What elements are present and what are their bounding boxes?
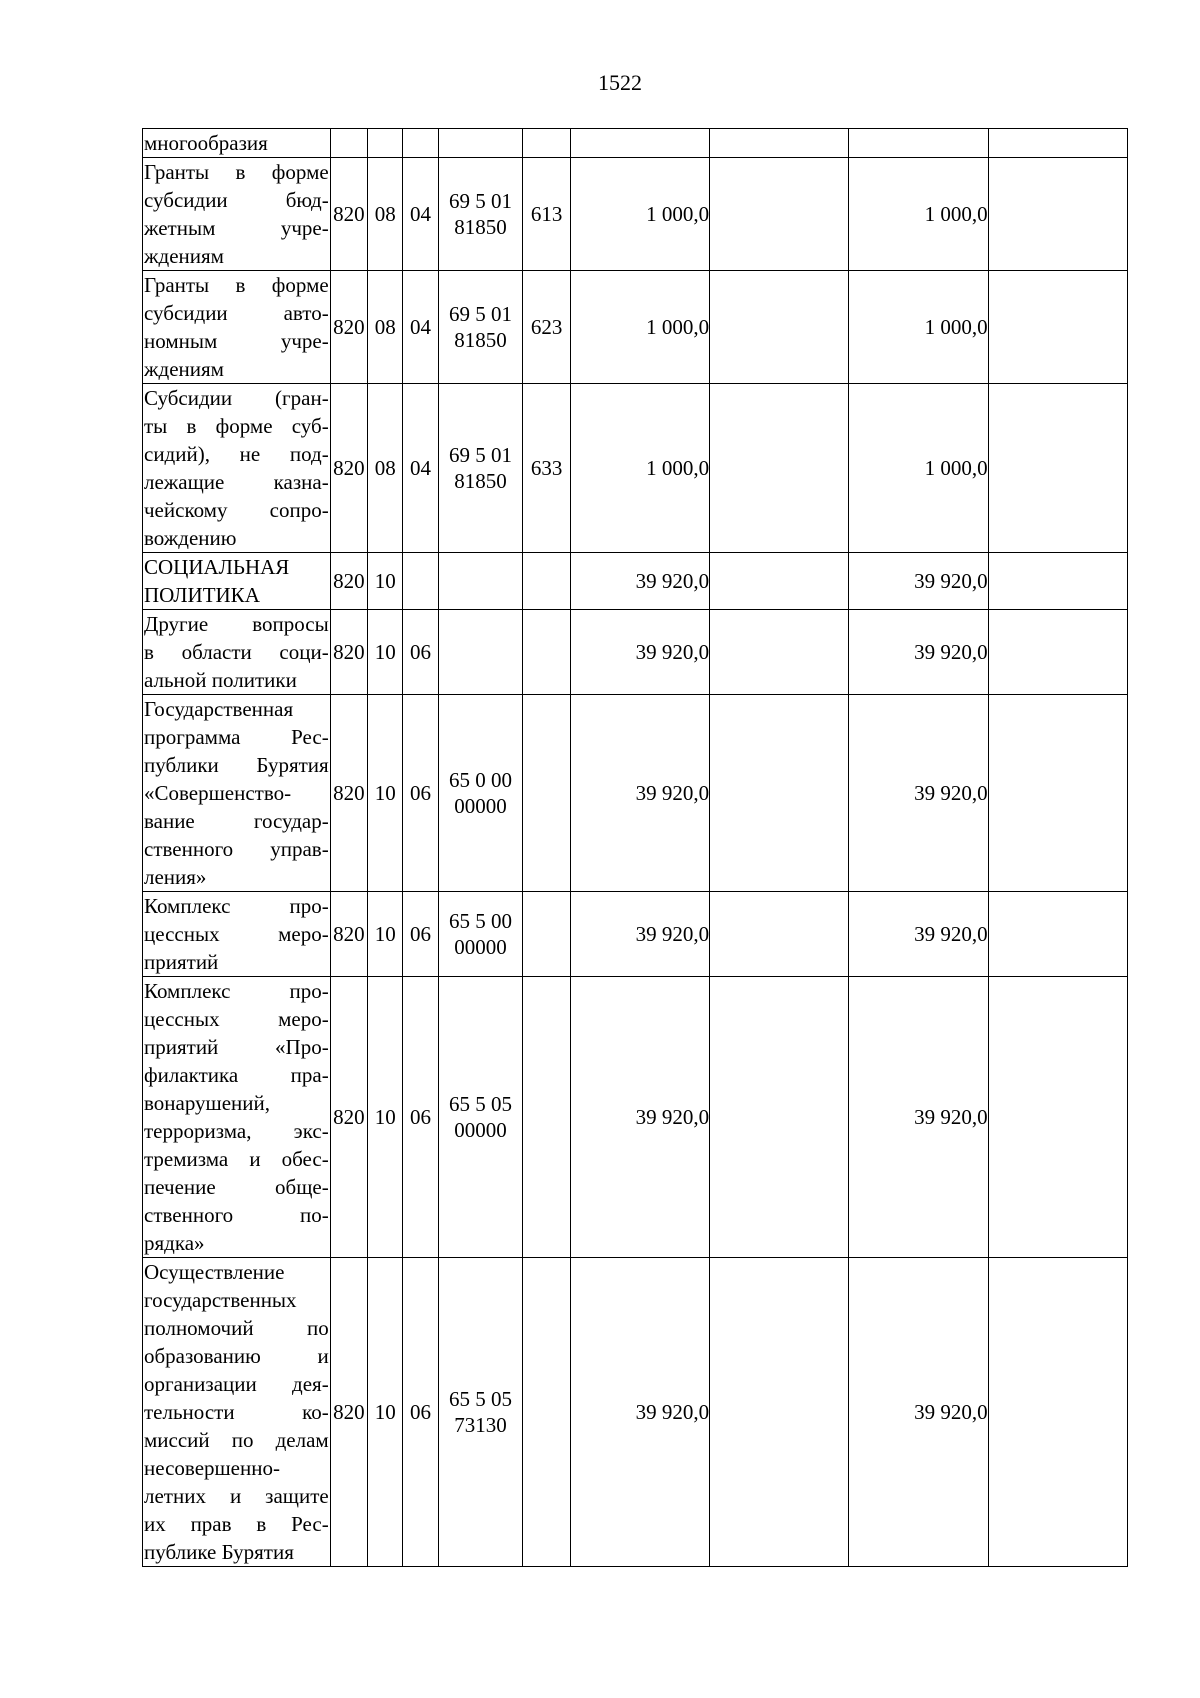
- rz-cell: [368, 129, 403, 158]
- amount-1-cell: 39 920,0: [570, 892, 709, 977]
- vr-cell: [523, 553, 570, 610]
- pr-cell: 06: [403, 977, 438, 1258]
- row-name-line: лежащие казна-: [144, 470, 329, 494]
- row-name-line: летних и защите: [144, 1484, 329, 1508]
- amount-3-cell: 39 920,0: [849, 610, 988, 695]
- amount-1-cell: [570, 129, 709, 158]
- amount-3-cell: 39 920,0: [849, 553, 988, 610]
- vr-cell: [523, 892, 570, 977]
- row-name-line: в области соци-: [144, 640, 329, 664]
- row-name-line: Гранты в форме: [144, 160, 329, 184]
- table-row: [143, 892, 1128, 977]
- row-name-line: приятий: [144, 950, 219, 974]
- row-name-line: ПОЛИТИКА: [144, 583, 260, 607]
- row-name-line: Гранты в форме: [144, 273, 329, 297]
- csr-cell: 69 5 01 81850: [438, 158, 523, 271]
- amount-1-cell: 1 000,0: [570, 158, 709, 271]
- row-name-line: цессных меро-: [144, 1007, 329, 1031]
- row-name-line: филактика пра-: [144, 1063, 329, 1087]
- vr-cell: 613: [523, 158, 570, 271]
- row-name-line: Государственная: [144, 697, 294, 721]
- amount-3-cell: 1 000,0: [849, 271, 988, 384]
- page-number: 1522: [598, 70, 642, 95]
- pr-cell: [403, 129, 438, 158]
- rz-cell: 08: [368, 158, 403, 271]
- amount-3-cell: 39 920,0: [849, 695, 988, 892]
- amount-3-cell: 1 000,0: [849, 384, 988, 553]
- row-name-line: их прав в Рес-: [144, 1512, 329, 1536]
- row-name-line: ждениям: [144, 244, 224, 268]
- amount-2-cell: [710, 271, 849, 384]
- row-name-line: Субсидии (гран-: [144, 386, 329, 410]
- table-row: [143, 695, 1128, 892]
- row-name-line: номным учре-: [144, 329, 329, 353]
- row-name-cell: [143, 1258, 331, 1567]
- amount-4-cell: [988, 1258, 1127, 1567]
- row-name-line: Комплекс про-: [144, 894, 329, 918]
- amount-1-cell: 39 920,0: [570, 1258, 709, 1567]
- budget-table: [142, 128, 1128, 1567]
- row-name-cell: [143, 553, 331, 610]
- rz-cell: 10: [368, 610, 403, 695]
- vr-cell: [523, 977, 570, 1258]
- row-name-line: образованию и: [144, 1344, 329, 1368]
- gr-cell: 820: [330, 610, 367, 695]
- amount-2-cell: [710, 1258, 849, 1567]
- pr-cell: 06: [403, 1258, 438, 1567]
- row-name-line: ты в форме суб-: [144, 414, 329, 438]
- csr-cell: 69 5 01 81850: [438, 271, 523, 384]
- row-name-line: миссий по делам: [144, 1428, 329, 1452]
- amount-2-cell: [710, 977, 849, 1258]
- row-name-line: полномочий по: [144, 1316, 329, 1340]
- row-name-line: печение обще-: [144, 1175, 329, 1199]
- csr-cell: 65 5 00 00000: [438, 892, 523, 977]
- amount-1-cell: 39 920,0: [570, 695, 709, 892]
- amount-2-cell: [710, 892, 849, 977]
- amount-4-cell: [988, 695, 1127, 892]
- gr-cell: [330, 129, 367, 158]
- amount-3-cell: [849, 129, 988, 158]
- row-name-line: ления»: [144, 865, 207, 889]
- table-row: [143, 384, 1128, 553]
- csr-cell: 65 5 05 00000: [438, 977, 523, 1258]
- gr-cell: 820: [330, 892, 367, 977]
- gr-cell: 820: [330, 271, 367, 384]
- table-row: [143, 977, 1128, 1258]
- amount-2-cell: [710, 553, 849, 610]
- vr-cell: [523, 695, 570, 892]
- row-name-line: приятий «Про-: [144, 1035, 329, 1059]
- row-name-line: вание государ-: [144, 809, 329, 833]
- row-name-line: альной политики: [144, 668, 297, 692]
- pr-cell: [403, 553, 438, 610]
- gr-cell: 820: [330, 1258, 367, 1567]
- row-name-line: программа Рес-: [144, 725, 329, 749]
- row-name-line: вонарушений,: [144, 1091, 271, 1115]
- row-name-line: тельности ко-: [144, 1400, 329, 1424]
- rz-cell: 10: [368, 695, 403, 892]
- gr-cell: 820: [330, 695, 367, 892]
- row-name-line: субсидии бюд-: [144, 188, 329, 212]
- pr-cell: 04: [403, 158, 438, 271]
- csr-cell: [438, 129, 523, 158]
- row-name-line: несовершенно-: [144, 1456, 280, 1480]
- row-name-line: Осуществление: [144, 1260, 285, 1284]
- amount-4-cell: [988, 610, 1127, 695]
- amount-2-cell: [710, 610, 849, 695]
- amount-2-cell: [710, 695, 849, 892]
- row-name-line: ждениям: [144, 357, 224, 381]
- table-row: [143, 610, 1128, 695]
- row-name-cell: [143, 610, 331, 695]
- amount-1-cell: 39 920,0: [570, 610, 709, 695]
- row-name-line: многообразия: [144, 131, 268, 155]
- csr-cell: 65 0 00 00000: [438, 695, 523, 892]
- pr-cell: 06: [403, 892, 438, 977]
- amount-4-cell: [988, 553, 1127, 610]
- row-name-line: организации дея-: [144, 1372, 329, 1396]
- amount-1-cell: 1 000,0: [570, 384, 709, 553]
- row-name-line: «Совершенство-: [144, 781, 292, 805]
- amount-4-cell: [988, 271, 1127, 384]
- vr-cell: [523, 129, 570, 158]
- pr-cell: 04: [403, 271, 438, 384]
- amount-2-cell: [710, 158, 849, 271]
- row-name-line: государственных: [144, 1288, 297, 1312]
- table-row: [143, 158, 1128, 271]
- row-name-cell: [143, 892, 331, 977]
- row-name-line: публики Бурятия: [144, 753, 329, 777]
- amount-4-cell: [988, 158, 1127, 271]
- table-row: [143, 553, 1128, 610]
- csr-cell: [438, 553, 523, 610]
- csr-cell: 69 5 01 81850: [438, 384, 523, 553]
- rz-cell: 10: [368, 1258, 403, 1567]
- amount-3-cell: 39 920,0: [849, 892, 988, 977]
- csr-cell: 65 5 05 73130: [438, 1258, 523, 1567]
- row-name-line: цессных меро-: [144, 922, 329, 946]
- amount-4-cell: [988, 384, 1127, 553]
- rz-cell: 08: [368, 384, 403, 553]
- row-name-cell: [143, 384, 331, 553]
- vr-cell: 633: [523, 384, 570, 553]
- amount-4-cell: [988, 129, 1127, 158]
- rz-cell: 10: [368, 892, 403, 977]
- amount-3-cell: 39 920,0: [849, 1258, 988, 1567]
- table-row: [143, 129, 1128, 158]
- amount-1-cell: 39 920,0: [570, 977, 709, 1258]
- row-name-line: ственного управ-: [144, 837, 329, 861]
- csr-cell: [438, 610, 523, 695]
- row-name-cell: [143, 129, 331, 158]
- row-name-line: вождению: [144, 526, 237, 550]
- row-name-line: тремизма и обес-: [144, 1147, 329, 1171]
- row-name-line: публике Бурятия: [144, 1540, 294, 1564]
- row-name-cell: [143, 977, 331, 1258]
- rz-cell: 10: [368, 977, 403, 1258]
- row-name-cell: [143, 271, 331, 384]
- amount-4-cell: [988, 892, 1127, 977]
- row-name-line: ственного по-: [144, 1203, 329, 1227]
- amount-3-cell: 39 920,0: [849, 977, 988, 1258]
- row-name-cell: [143, 158, 331, 271]
- vr-cell: [523, 610, 570, 695]
- rz-cell: 08: [368, 271, 403, 384]
- row-name-line: субсидии авто-: [144, 301, 329, 325]
- gr-cell: 820: [330, 384, 367, 553]
- row-name-line: рядка»: [144, 1231, 205, 1255]
- vr-cell: 623: [523, 271, 570, 384]
- row-name-line: Другие вопросы: [144, 612, 329, 636]
- amount-3-cell: 1 000,0: [849, 158, 988, 271]
- row-name-line: терроризма, экс-: [144, 1119, 329, 1143]
- table-row: [143, 1258, 1128, 1567]
- amount-4-cell: [988, 977, 1127, 1258]
- vr-cell: [523, 1258, 570, 1567]
- row-name-cell: [143, 695, 331, 892]
- row-name-line: Комплекс про-: [144, 979, 329, 1003]
- rz-cell: 10: [368, 553, 403, 610]
- gr-cell: 820: [330, 977, 367, 1258]
- amount-2-cell: [710, 129, 849, 158]
- gr-cell: 820: [330, 158, 367, 271]
- row-name-line: СОЦИАЛЬНАЯ: [144, 555, 290, 579]
- amount-1-cell: 1 000,0: [570, 271, 709, 384]
- row-name-line: сидий), не под-: [144, 442, 329, 466]
- pr-cell: 06: [403, 695, 438, 892]
- row-name-line: чейскому сопро-: [144, 498, 329, 522]
- row-name-line: жетным учре-: [144, 216, 329, 240]
- amount-2-cell: [710, 384, 849, 553]
- table-row: [143, 271, 1128, 384]
- amount-1-cell: 39 920,0: [570, 553, 709, 610]
- pr-cell: 04: [403, 384, 438, 553]
- gr-cell: 820: [330, 553, 367, 610]
- pr-cell: 06: [403, 610, 438, 695]
